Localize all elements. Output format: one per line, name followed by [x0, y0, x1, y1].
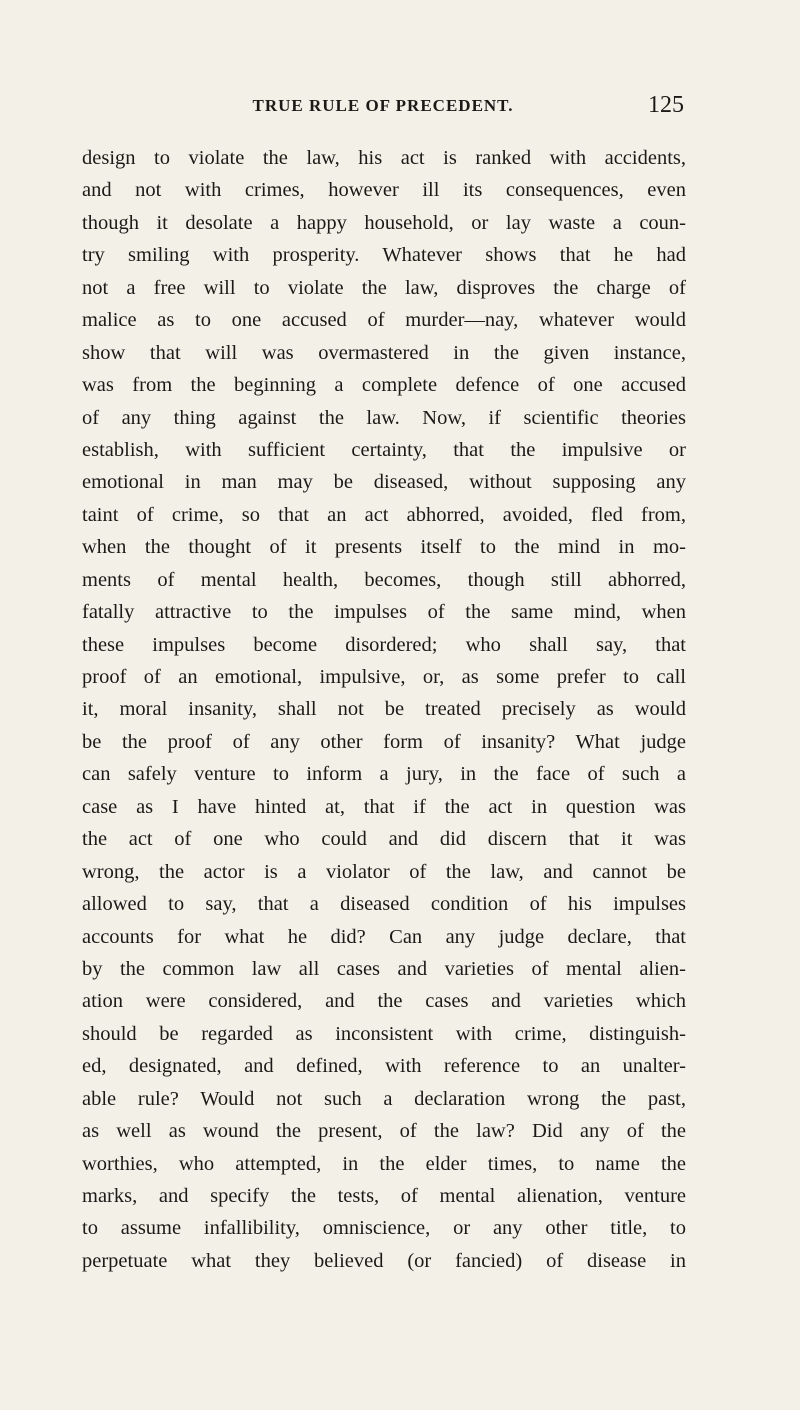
text-line: it, moral insanity, shall not be treated precisely as would	[82, 698, 686, 721]
text-line: proof of an emotional, impulsive, or, as some prefer to call	[82, 666, 686, 688]
text-line: these impulses become disordered; who shall say, that	[82, 633, 686, 656]
text-line: design to violate the law, his act is ranked with accidents,	[82, 147, 686, 169]
text-line: malice as to one accused of murder—nay, whatever would	[82, 309, 686, 332]
text-line: wrong, the actor is a violator of the law, and cannot be	[82, 860, 686, 883]
text-line: marks, and specify the tests, of mental alienation, venture	[82, 1185, 686, 1207]
text-line: worthies, who attempted, in the elder times, to name the	[82, 1152, 686, 1175]
text-line: ments of mental health, becomes, though still abhorred,	[82, 568, 686, 591]
text-line: emotional in man may be diseased, without supposing any	[82, 471, 686, 494]
text-line: and not with crimes, however ill its consequences, even	[82, 179, 686, 202]
running-head	[82, 94, 684, 124]
text-line: perpetuate what they believed (or fancied) of disease in	[82, 1249, 686, 1272]
text-line: accounts for what he did? Can any judge declare, that	[82, 925, 686, 948]
text-line: taint of crime, so that an act abhorred, avoided, fled from,	[82, 503, 686, 526]
text-line: the act of one who could and did discern that it was	[82, 828, 686, 851]
text-line: establish, with sufficient certainty, that the impulsive or	[82, 438, 686, 461]
text-line: though it desolate a happy household, or lay waste a coun-	[82, 211, 686, 234]
text-line: able rule? Would not such a declaration wrong the past,	[82, 1087, 686, 1110]
text-line: ed, designated, and defined, with reference to an unalter-	[82, 1055, 686, 1078]
text-line: show that will was overmastered in the given instance,	[82, 341, 686, 364]
body-text	[82, 142, 686, 1277]
text-line: can safely venture to inform a jury, in the face of such a	[82, 763, 686, 786]
text-line: as well as wound the present, of the law? Did any of the	[82, 1120, 686, 1143]
page-number: 125	[648, 92, 684, 118]
text-line: not a free will to violate the law, disproves the charge of	[82, 276, 686, 299]
text-line: allowed to say, that a diseased condition of his impulses	[82, 893, 686, 916]
text-line: fatally attractive to the impulses of the same mind, when	[82, 601, 686, 624]
text-line: ation were considered, and the cases and varieties which	[82, 990, 686, 1013]
text-line: should be regarded as inconsistent with crime, distinguish-	[82, 1022, 686, 1045]
running-title: TRUE RULE OF PRECEDENT.	[252, 96, 514, 115]
text-line: by the common law all cases and varieties of mental alien-	[82, 957, 686, 980]
text-line: be the proof of any other form of insanity? What judge	[82, 730, 686, 753]
text-line: was from the beginning a complete defence of one accused	[82, 374, 686, 397]
text-line: of any thing against the law. Now, if scientific theories	[82, 406, 686, 429]
text-line: try smiling with prosperity. Whatever shows that he had	[82, 244, 686, 267]
text-line: to assume infallibility, omniscience, or any other title, to	[82, 1217, 686, 1240]
text-line: case as I have hinted at, that if the act in question was	[82, 795, 686, 818]
text-line: when the thought of it presents itself to the mind in mo-	[82, 536, 686, 559]
